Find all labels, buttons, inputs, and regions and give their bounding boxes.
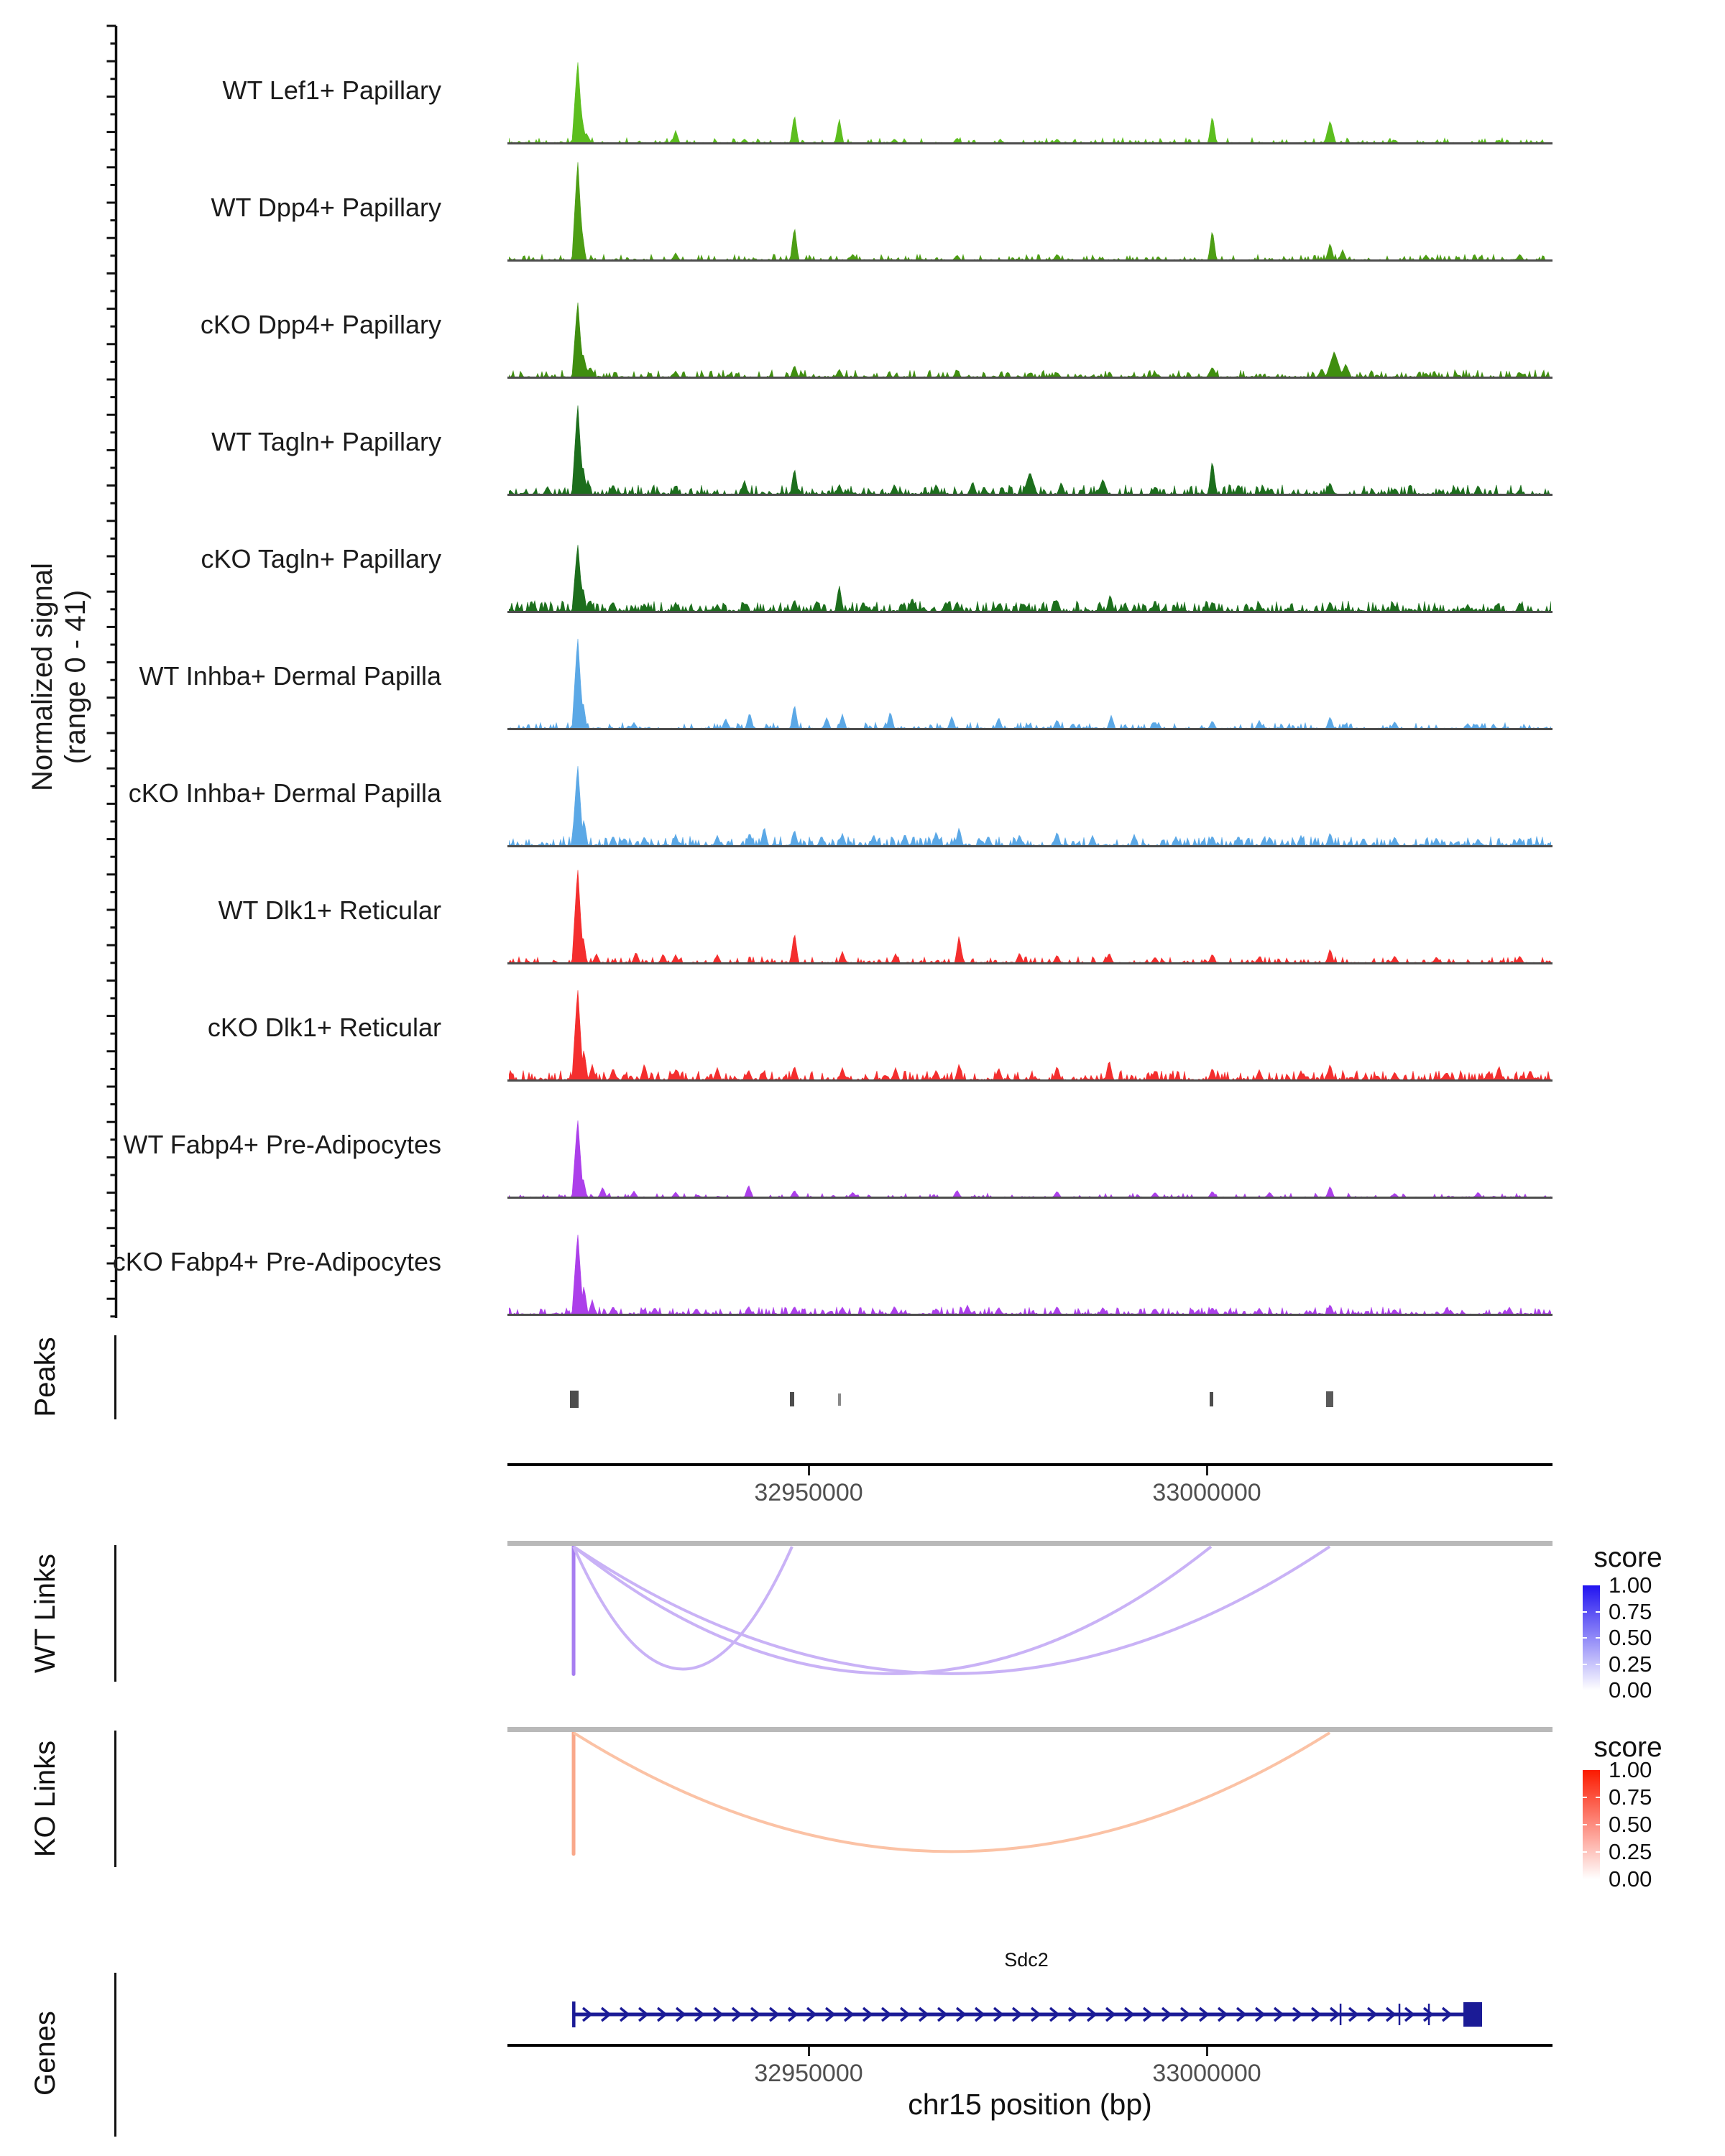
peak-box — [790, 1392, 794, 1406]
track-signal — [509, 152, 1551, 260]
track-label: WT Fabp4+ Pre-Adipocytes — [123, 1130, 441, 1159]
track-baseline — [507, 142, 1552, 144]
peaks-bracket — [114, 1335, 116, 1419]
track-signal — [509, 855, 1551, 963]
peak-box — [570, 1391, 579, 1408]
y-axis-title-line2: (range 0 - 41) — [60, 589, 91, 765]
links-backbone — [507, 1541, 1552, 1546]
axis-tick-label: 33000000 — [1152, 2060, 1261, 2087]
ko-links-bracket — [114, 1731, 116, 1867]
legend-tick-mark — [1596, 1851, 1600, 1853]
legend-tick-mark — [1596, 1824, 1600, 1825]
track-baseline — [507, 1314, 1552, 1316]
links-arcs — [509, 1546, 1551, 1678]
axis-line — [507, 1463, 1552, 1466]
peaks-section-label: Peaks — [29, 1337, 61, 1417]
track-baseline — [507, 377, 1552, 379]
track-label: cKO Dpp4+ Papillary — [200, 310, 441, 339]
track-label: cKO Inhba+ Dermal Papilla — [128, 778, 441, 808]
track-signal — [509, 738, 1551, 846]
gene-name-label: Sdc2 — [1004, 1949, 1049, 1971]
track-signal — [509, 1089, 1551, 1197]
legend-tick-label: 0.50 — [1609, 1625, 1652, 1650]
track-label: WT Tagln+ Papillary — [211, 427, 441, 456]
axis-line — [507, 2044, 1552, 2047]
ko-links-section-label: KO Links — [29, 1740, 61, 1858]
legend-tick-label: 0.00 — [1609, 1866, 1652, 1892]
track-baseline — [507, 1079, 1552, 1082]
legend-tick-mark — [1583, 1851, 1587, 1853]
axis-tick-label: 33000000 — [1152, 1479, 1261, 1506]
legend-tick-mark — [1583, 1637, 1587, 1639]
legend-tick-mark — [1596, 1797, 1600, 1798]
axis-tick — [1206, 2047, 1208, 2056]
track-label: WT Lef1+ Papillary — [222, 75, 441, 105]
track-signal — [509, 504, 1551, 612]
track-baseline — [507, 845, 1552, 847]
track-label: WT Inhba+ Dermal Papilla — [139, 661, 441, 691]
track-signal — [509, 387, 1551, 494]
links-backbone — [507, 1727, 1552, 1732]
track-label: WT Dpp4+ Papillary — [211, 193, 441, 222]
score-legend-title: score — [1593, 1542, 1662, 1573]
track-baseline — [507, 611, 1552, 613]
x-axis-title: chr15 position (bp) — [908, 2088, 1152, 2121]
genes-section-label: Genes — [29, 2011, 61, 2096]
track-label: cKO Fabp4+ Pre-Adipocytes — [112, 1247, 441, 1276]
peak-box — [838, 1393, 841, 1406]
track-signal — [509, 35, 1551, 143]
track-baseline — [507, 494, 1552, 496]
legend-tick-mark — [1583, 1824, 1587, 1825]
legend-tick-mark — [1583, 1611, 1587, 1613]
track-baseline — [507, 259, 1552, 262]
peak-box — [1326, 1391, 1333, 1407]
links-arcs — [509, 1732, 1551, 1858]
wt-links-bracket — [114, 1545, 116, 1682]
legend-tick-label: 1.00 — [1609, 1757, 1652, 1782]
axis-tick — [808, 2047, 810, 2056]
track-label: cKO Tagln+ Papillary — [201, 544, 441, 573]
score-legend-title: score — [1593, 1732, 1662, 1763]
track-signal — [509, 972, 1551, 1080]
track-signal — [509, 1207, 1551, 1314]
track-baseline — [507, 1197, 1552, 1199]
y-axis-title-line1: Normalized signal — [27, 563, 58, 791]
track-label: WT Dlk1+ Reticular — [218, 895, 441, 925]
legend-tick-mark — [1596, 1611, 1600, 1613]
legend-tick-label: 0.00 — [1609, 1677, 1652, 1703]
legend-tick-label: 0.50 — [1609, 1812, 1652, 1837]
genes-bracket — [114, 1973, 116, 2137]
axis-tick — [1206, 1466, 1208, 1475]
axis-tick-label: 32950000 — [754, 1479, 863, 1506]
wt-links-section-label: WT Links — [29, 1554, 61, 1673]
legend-tick-label: 0.75 — [1609, 1598, 1652, 1624]
legend-tick-mark — [1583, 1664, 1587, 1665]
legend-tick-label: 1.00 — [1609, 1572, 1652, 1598]
legend-tick-mark — [1583, 1797, 1587, 1798]
axis-tick — [808, 1466, 810, 1475]
legend-tick-label: 0.25 — [1609, 1651, 1652, 1677]
peak-box — [1210, 1392, 1213, 1406]
legend-tick-label: 0.25 — [1609, 1839, 1652, 1864]
axis-tick-label: 32950000 — [754, 2060, 863, 2087]
track-signal — [509, 621, 1551, 729]
gene-model — [509, 1989, 1551, 2041]
track-label: cKO Dlk1+ Reticular — [207, 1013, 441, 1042]
track-baseline — [507, 728, 1552, 730]
legend-tick-mark — [1596, 1637, 1600, 1639]
legend-tick-mark — [1596, 1664, 1600, 1665]
track-baseline — [507, 962, 1552, 964]
legend-tick-label: 0.75 — [1609, 1784, 1652, 1810]
track-signal — [509, 270, 1551, 377]
